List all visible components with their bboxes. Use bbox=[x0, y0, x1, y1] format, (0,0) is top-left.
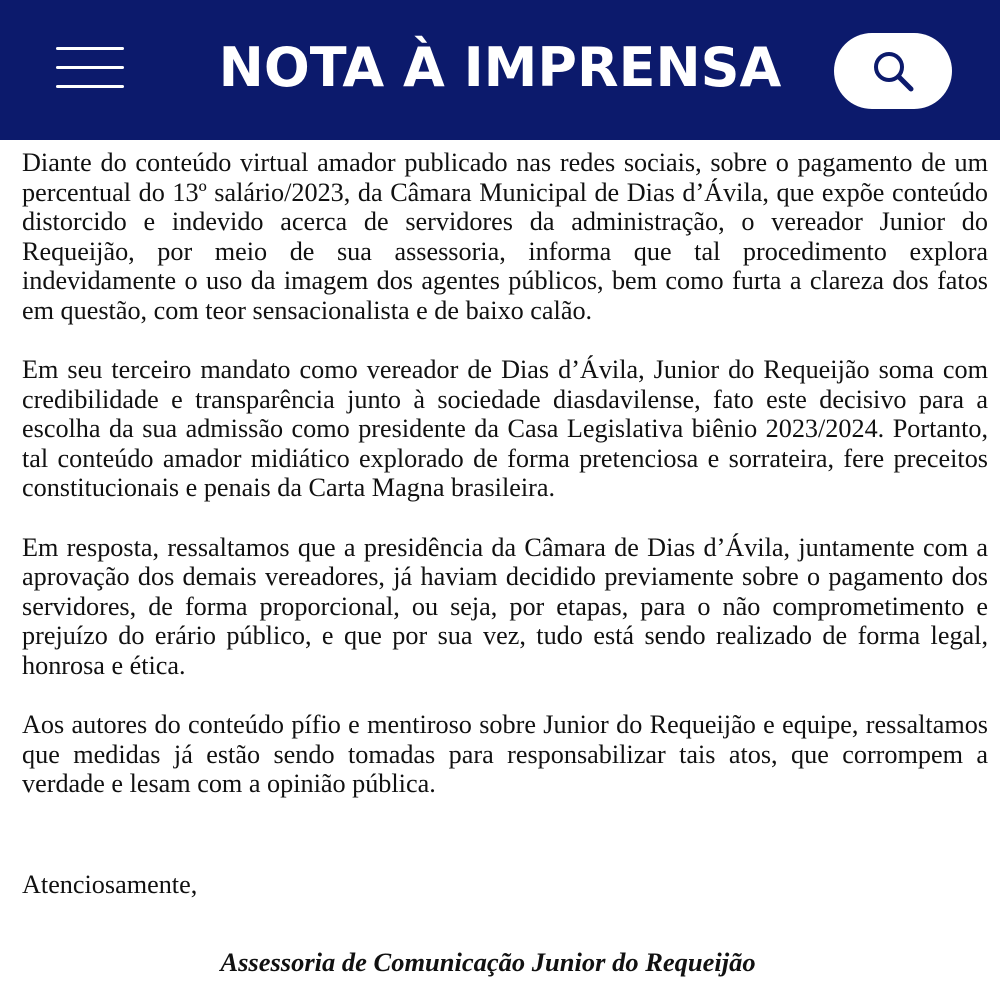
search-button[interactable] bbox=[834, 33, 952, 109]
top-header-bar bbox=[0, 0, 1000, 140]
signature: Assessoria de Comunicação Junior do Requeijão bbox=[220, 947, 756, 977]
menu-line bbox=[56, 85, 124, 88]
menu-line bbox=[56, 66, 124, 69]
hamburger-menu-icon[interactable] bbox=[50, 40, 130, 94]
paragraph-1: Diante do conteúdo virtual amador publicado nas redes sociais, sobre o pagamento de um percentual do 13º salário/2023, da Câmara Municipal de Dias d’Ávila, que expõe conteúdo distorcido e indevido acerca de servidores da administração, o vereador Junior do Requeijão, por meio de sua assessoria, informa que tal procedimento explora indevidamente o uso da imagem dos agentes públicos, bem como furta a clareza dos fatos em questão, com teor sensacionalista e de baixo calão. bbox=[22, 148, 988, 325]
menu-line bbox=[56, 47, 124, 50]
search-icon bbox=[871, 49, 915, 93]
press-note-body bbox=[22, 148, 988, 829]
closing-greeting: Atenciosamente, bbox=[22, 870, 198, 899]
page-title: NOTA À IMPRENSA bbox=[218, 36, 782, 99]
paragraph-3: Em resposta, ressaltamos que a presidência da Câmara de Dias d’Ávila, juntamente com a aprovação dos demais vereadores, já haviam decidido previamente sobre o pagamento dos servidores, de forma proporcional, ou seja, por etapas, para o não comprometimento e prejuízo do erário público, e que por sua vez, tudo está sendo realizado de forma legal, honrosa e ética. bbox=[22, 532, 988, 680]
paragraph-4: Aos autores do conteúdo pífio e mentiroso sobre Junior do Requeijão e equipe, ressaltamos que medidas já estão sendo tomadas para responsabilizar tais atos, que corrompem a verdade e lesam com a opinião pública. bbox=[22, 710, 988, 798]
paragraph-2: Em seu terceiro mandato como vereador de Dias d’Ávila, Junior do Requeijão soma com credibilidade e transparência junto à sociedade diasdavilense, fato este decisivo para a escolha da sua admissão como presidente da Casa Legislativa biênio 2023/2024. Portanto, tal conteúdo amador midiático explorado de forma pretenciosa e sorrateira, fere preceitos constitucionais e penais da Carta Magna brasileira. bbox=[22, 355, 988, 502]
